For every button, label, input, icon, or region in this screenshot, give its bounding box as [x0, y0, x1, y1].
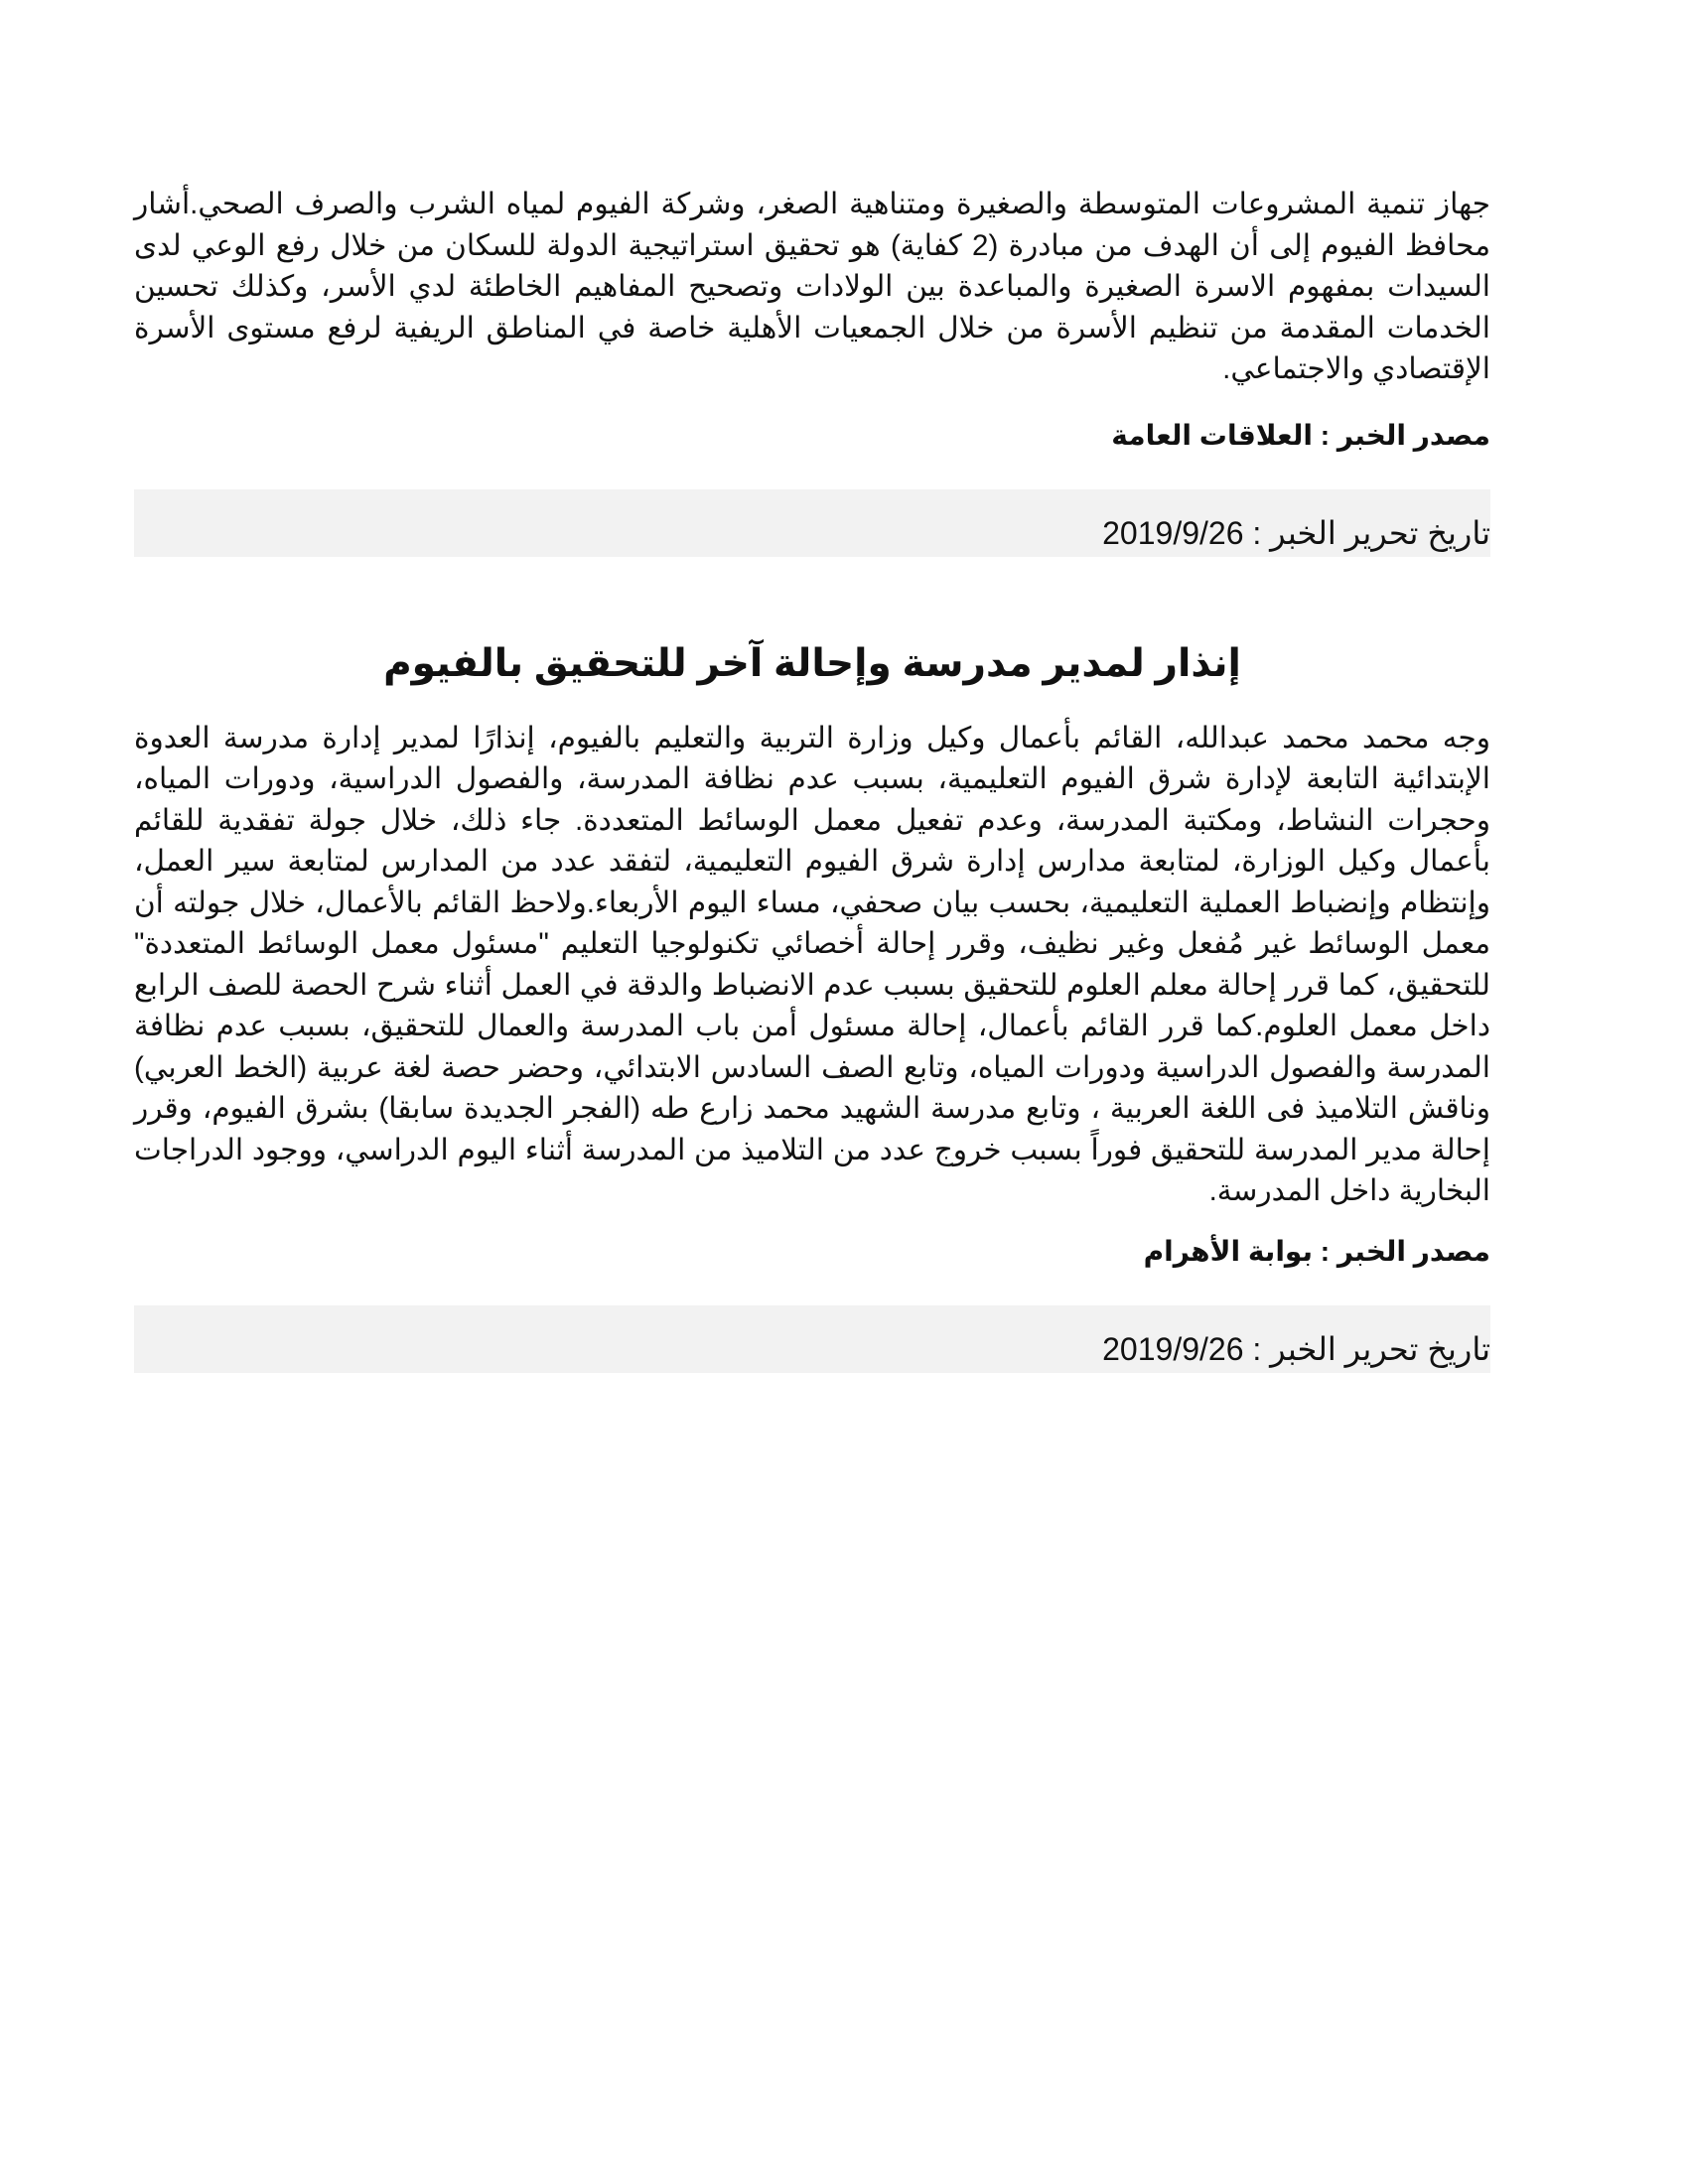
article-1-body: جهاز تنمية المشروعات المتوسطة والصغيرة ومتناهية الصغر، وشركة الفيوم لمياه الشرب والصرف الصحي.أشار محافظ الفيوم إلى أن الهدف من مبادرة (2 كفاية) هو تحقيق استراتيجية الدولة للسكان من خلال رفع الوعي لدى السيدات بمفهوم الاسرة الصغيرة والمباعدة بين الولادات وتصحيح المفاهيم الخاطئة لدي الأسر، وكذلك تحسين الخدمات المقدمة من تنظيم الأسرة من خلال الجمعيات الأهلية خاصة في المناطق الريفية لرفع مستوى الأسرة الإقتصادي والاجتماعي.	[134, 188, 1490, 385]
article-2-body: وجه محمد محمد عبدالله، القائم بأعمال وكيل وزارة التربية والتعليم بالفيوم، إنذارًا لمدير إدارة مدرسة العدوة الإبتدائية التابعة لإدارة شرق الفيوم التعليمية، بسبب عدم نظافة المدرسة، والفصول الدراسية، ودورات المياه، وحجرات النشاط، ومكتبة المدرسة، وعدم تفعيل معمل الوسائط المتعددة. جاء ذلك، خلال جولة تفقدية للقائم بأعمال وكيل الوزارة، لمتابعة مدارس إدارة شرق الفيوم التعليمية، لتفقد عدد من المدارس لمتابعة سير العمل، وإنتظام وإنضباط العملية التعليمية، بحسب بيان صحفي، مساء اليوم الأربعاء.ولاحظ القائم بالأعمال، خلال جولته أن معمل الوسائط غير مُفعل وغير نظيف، وقرر إحالة أخصائي تكنولوجيا التعليم "مسئول معمل الوسائط المتعددة" للتحقيق، كما قرر إحالة معلم العلوم للتحقيق بسبب عدم الانضباط والدقة في العمل أثناء شرح الحصة للصف الرابع داخل معمل العلوم.كما قرر القائم بأعمال، إحالة مسئول أمن باب المدرسة والعمال للتحقيق، بسبب عدم نظافة المدرسة والفصول الدراسية ودورات المياه، وتابع الصف السادس الابتدائي، وحضر حصة لغة عربية (الخط العربي) وناقش التلاميذ فى اللغة العربية ، وتابع مدرسة الشهيد محمد زارع طه (الفجر الجديدة سابقا) بشرق الفيوم، وقرر إحالة مدير المدرسة للتحقيق فوراً بسبب خروج عدد من التلاميذ من المدرسة أثناء اليوم الدراسي، ووجود الدراجات البخارية داخل المدرسة.	[134, 721, 1490, 1207]
article-2-date: تاريخ تحرير الخبر : 2019/9/26	[1102, 1330, 1490, 1367]
article-1-date: تاريخ تحرير الخبر : 2019/9/26	[1102, 514, 1490, 551]
document-page	[134, 184, 1490, 1373]
article-1-source: مصدر الخبر : العلاقات العامة	[1111, 419, 1490, 451]
article-2-title: إنذار لمدير مدرسة وإحالة آخر للتحقيق بالفيوم	[383, 641, 1241, 685]
article-1-date-bar	[134, 489, 1490, 557]
article-2-date-bar	[134, 1305, 1490, 1373]
article-2-source: مصدر الخبر : بوابة الأهرام	[1143, 1235, 1490, 1267]
